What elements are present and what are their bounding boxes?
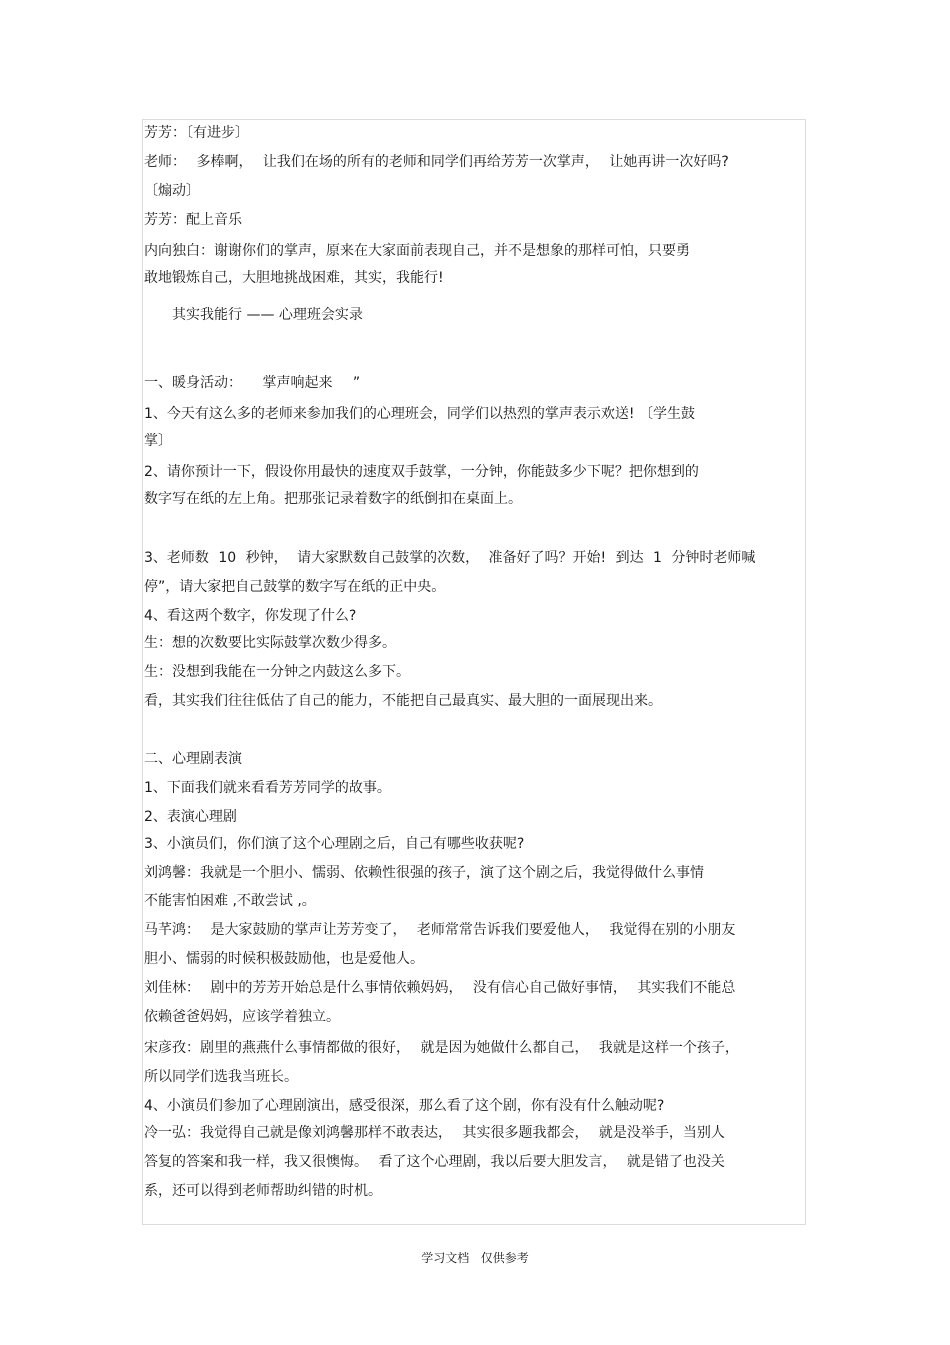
text-line: 不能害怕困难 ,不敢尝试 ,。 (144, 893, 316, 909)
text-line: 冷一弘：我觉得自己就是像刘鸿馨那样不敢表达， 其实很多题我都会， 就是没举手，当别人 (144, 1125, 725, 1141)
text-line: 老师： 多棒啊， 让我们在场的所有的老师和同学们再给芳芳一次掌声， 让她再讲一次好吗? (144, 154, 729, 170)
text-line: 4、小演员们参加了心理剧演出，感受很深，那么看了这个剧，你有没有什么触动呢? (144, 1098, 665, 1114)
text-line: 刘佳林： 剧中的芳芳开始总是什么事情依赖妈妈， 没有信心自己做好事情， 其实我们不能总 (144, 980, 736, 996)
text-line: 数字写在纸的左上角。把那张记录着数字的纸倒扣在桌面上。 (144, 491, 522, 507)
text-line: 2、表演心理剧 (144, 809, 237, 825)
text-line: 芳芳：配上音乐 (144, 212, 242, 228)
text-line: 生：想的次数要比实际鼓掌次数少得多。 (144, 635, 396, 651)
text-line: 1、下面我们就来看看芳芳同学的故事。 (144, 780, 391, 796)
text-line: 4、看这两个数字，你发现了什么? (144, 608, 357, 624)
text-line: 看，其实我们往往低估了自己的能力，不能把自己最真实、最大胆的一面展现出来。 (144, 693, 662, 709)
text-line: 1、今天有这么多的老师来参加我们的心理班会，同学们以热烈的掌声表示欢送! 〔学生鼓 (144, 406, 695, 422)
heading: 一、暖身活动： 掌声响起来 ” (144, 375, 361, 391)
text-line: 生：没想到我能在一分钟之内鼓这么多下。 (144, 664, 410, 680)
text-line: 马芊鸿： 是大家鼓励的掌声让芳芳变了， 老师常常告诉我们要爱他人， 我觉得在别的小朋友 (144, 922, 736, 938)
text-line: 芳芳：〔有进步〕 (144, 125, 249, 141)
heading: 二、心理剧表演 (144, 751, 242, 767)
text-line: 〔煽动〕 (144, 183, 200, 199)
text-line: 刘鸿馨：我就是一个胆小、懦弱、依赖性很强的孩子，演了这个剧之后，我觉得做什么事情 (144, 865, 704, 881)
text-line: 停”，请大家把自己鼓掌的数字写在纸的正中央。 (144, 579, 446, 595)
footer-note: 学习文档 仅供参考 (421, 1251, 529, 1265)
text-line: 敢地锻炼自己，大胆地挑战困难，其实，我能行! (144, 270, 444, 286)
text-line: 2、请你预计一下，假设你用最快的速度双手鼓掌，一分钟，你能鼓多少下呢？把你想到的 (144, 464, 699, 480)
section-title: 其实我能行 —— 心理班会实录 (172, 307, 363, 323)
text-line: 所以同学们选我当班长。 (144, 1069, 298, 1085)
text-line: 依赖爸爸妈妈，应该学着独立。 (144, 1009, 340, 1025)
text-line: 3、老师数 10 秒钟， 请大家默数自己鼓掌的次数， 准备好了吗？开始! 到达 1 分钟时老师喊 (144, 550, 756, 566)
text-line: 宋彦孜：剧里的燕燕什么事情都做的很好， 就是因为她做什么都自己， 我就是这样一个孩子， (144, 1040, 739, 1056)
text-line: 3、小演员们，你们演了这个心理剧之后，自己有哪些收获呢? (144, 836, 525, 852)
text-line: 系，还可以得到老师帮助纠错的时机。 (144, 1183, 382, 1199)
text-line: 答复的答案和我一样，我又很懊悔。 看了这个心理剧，我以后要大胆发言， 就是错了也没关 (144, 1154, 725, 1170)
text-line: 掌〕 (144, 433, 172, 449)
text-line: 胆小、懦弱的时候积极鼓励他，也是爱他人。 (144, 951, 424, 967)
text-line: 内向独白：谢谢你们的掌声，原来在大家面前表现自己，并不是想象的那样可怕，只要勇 (144, 243, 690, 259)
